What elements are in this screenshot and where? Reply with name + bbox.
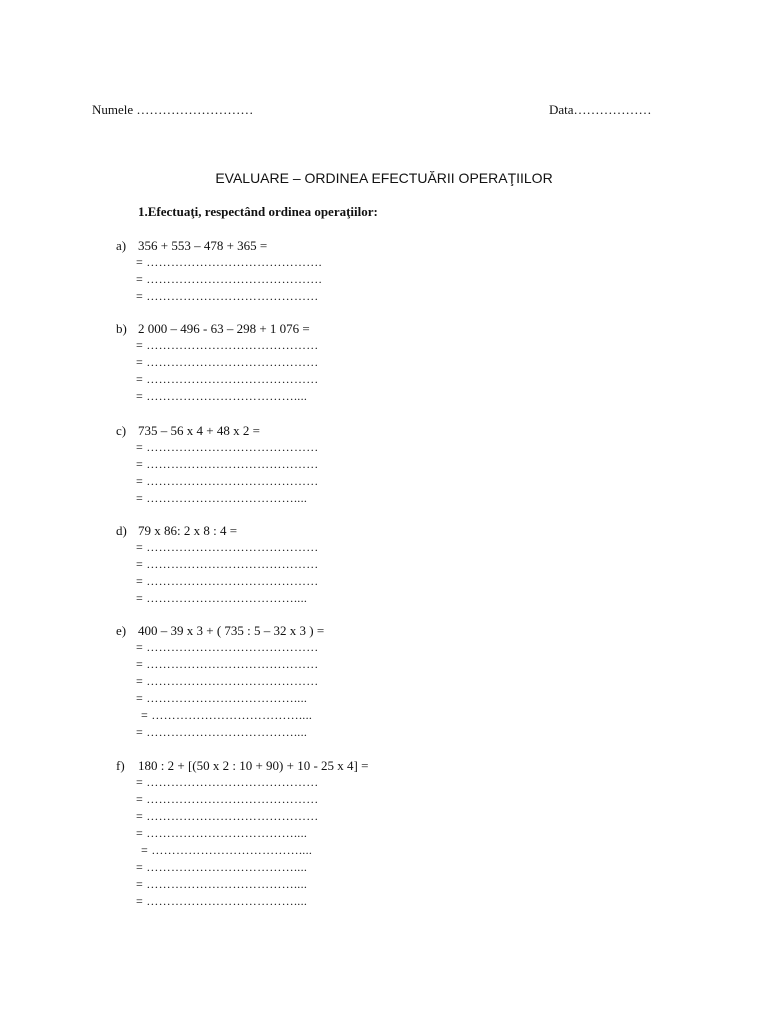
exercise-letter: b): [116, 321, 127, 336]
exercise-expression: 2 000 – 496 - 63 – 298 + 1 076 =: [138, 321, 310, 336]
answer-line: = ……………………………………: [136, 640, 319, 654]
worksheet-title: EVALUARE – ORDINEA EFECTUĂRII OPERAŢIILOR: [215, 170, 553, 186]
task-instruction: 1.Efectuaţi, respectând ordinea operaţiilor:: [138, 204, 378, 219]
name-field: Numele ………………………: [92, 102, 254, 117]
answer-line: = ……………………………………: [136, 775, 319, 789]
answer-line: = ………………………………....: [136, 877, 308, 891]
exercise-letter: c): [116, 423, 127, 438]
answer-line: = ………………………………....: [141, 708, 313, 722]
exercise-letter: f): [116, 758, 125, 773]
exercise-expression: 180 : 2 + [(50 x 2 : 10 + 90) + 10 - 25 x 4] =: [138, 758, 369, 773]
answer-line: = ……………………………………: [136, 557, 319, 571]
answer-line: = ………………………………....: [136, 591, 308, 605]
answer-line: = ………………………………....: [141, 843, 313, 857]
answer-line: = ………………………………....: [136, 491, 308, 505]
answer-line: = ……………………………………: [136, 440, 319, 454]
answer-line: = ……………………………………: [136, 338, 319, 352]
date-field: Data………………: [549, 102, 652, 117]
exercise-letter: a): [116, 238, 127, 253]
answer-line: = ………………………………....: [136, 389, 308, 403]
exercise-expression: 79 x 86: 2 x 8 : 4 =: [138, 523, 238, 538]
answer-line: = ……………………………………: [136, 289, 319, 303]
answer-line: = ………………………………....: [136, 826, 308, 840]
answer-line: = ……………………………………: [136, 457, 319, 471]
answer-line: = …………………………………….: [136, 272, 322, 286]
answer-line: = ………………………………....: [136, 894, 308, 908]
exercise-letter: e): [116, 623, 127, 638]
answer-line: = ……………………………………: [136, 809, 319, 823]
answer-line: = ……………………………………: [136, 355, 319, 369]
answer-line: = ……………………………………: [136, 657, 319, 671]
exercise-letter: d): [116, 523, 127, 538]
answer-line: = ……………………………………: [136, 474, 319, 488]
exercise-expression: 735 – 56 x 4 + 48 x 2 =: [138, 423, 260, 438]
answer-line: = ……………………………………: [136, 674, 319, 688]
answer-line: = ……………………………………: [136, 574, 319, 588]
answer-line: = ……………………………………: [136, 372, 319, 386]
answer-line: = ………………………………....: [136, 725, 308, 739]
answer-line: = …………………………………….: [136, 255, 322, 269]
exercise-expression: 356 + 553 – 478 + 365 =: [138, 238, 268, 253]
exercise-expression: 400 – 39 x 3 + ( 735 : 5 – 32 x 3 ) =: [138, 623, 325, 638]
answer-line: = ………………………………....: [136, 860, 308, 874]
answer-line: = ………………………………....: [136, 691, 308, 705]
answer-line: = ……………………………………: [136, 792, 319, 806]
answer-line: = ……………………………………: [136, 540, 319, 554]
